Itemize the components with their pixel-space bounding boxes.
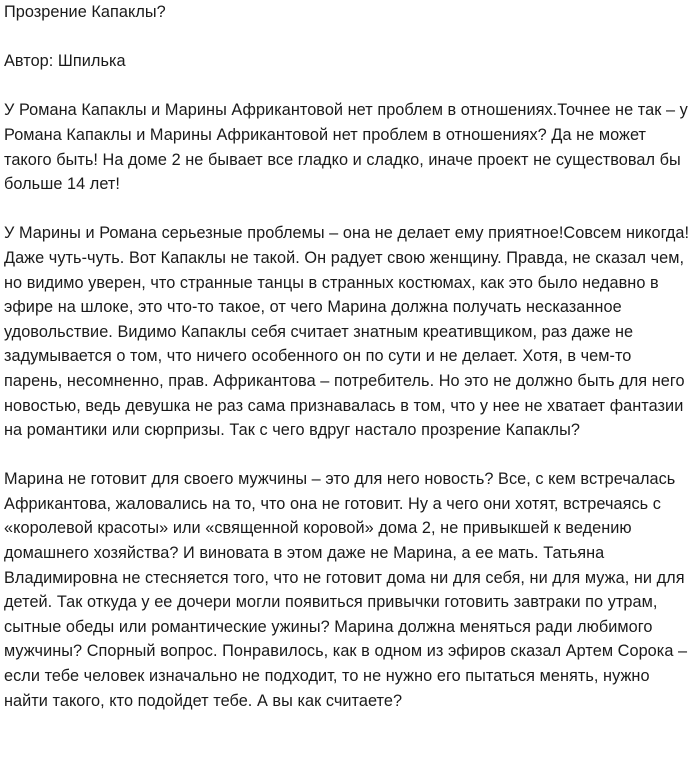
article-paragraph-2: У Марины и Романа серьезные проблемы – она не делает ему приятное!Совсем никогда! Даже чуть-чуть. Вот Капаклы не такой. Он радует свою женщину. Правда, не сказал чем, но видимо уверен, что странные танцы в странных костюмах, как это было недавно в эфире на шлоке, это что-то такое, от чего Марина должна получать несказанное удовольствие. Видимо Капаклы себя считает знатным креативщиком, раз даже не задумывается о том, что ничего особенного он по сути и не делает. Хотя, в чем-то парень, несомненно, прав. Африкантова – потребитель. Но это не должно быть для него новостью, ведь девушка не раз сама признавалась в том, что у нее не хватает фантазии на романтики или сюрпризы. Так с чего вдруг настало прозрение Капаклы? bbox=[4, 224, 690, 440]
article-paragraph-3: Марина не готовит для своего мужчины – это для него новость? Все, с кем встречалась Африкантова, жаловались на то, что она не готовит. Ну а чего они хотят, встречаясь с «королевой красоты» или «священной коровой» дома 2, не привыкшей к ведению домашнего хозяйства? И виновата в этом даже не Марина, а ее мать. Татьяна Владимировна не стесняется того, что не готовит дома ни для себя, ни для мужа, ни для детей. Так откуда у ее дочери могли появиться привычки готовить завтраки по утрам, сытные обеды или романтические ужины? Марина должна меняться ради любимого мужчины? Спорный вопрос. Понравилось, как в одном из эфиров сказал Артем Сорока – если тебе человек изначально не подходит, то не нужно его пытаться менять, нужно найти такого, кто подойдет тебе. А вы как считаете? bbox=[4, 470, 688, 710]
article-author: Автор: Шпилька bbox=[4, 52, 126, 71]
article bbox=[4, 0, 694, 713]
article-title: Прозрение Капаклы? bbox=[4, 3, 166, 21]
article-paragraph-1: У Романа Капаклы и Марины Африкантовой нет проблем в отношениях.Точнее не так – у Романа Капаклы и Марины Африкантовой нет проблем в отношениях? Да не может такого быть! На доме 2 не бывает все гладко и сладко, иначе проект не существовал бы больше 14 лет! bbox=[4, 101, 688, 194]
